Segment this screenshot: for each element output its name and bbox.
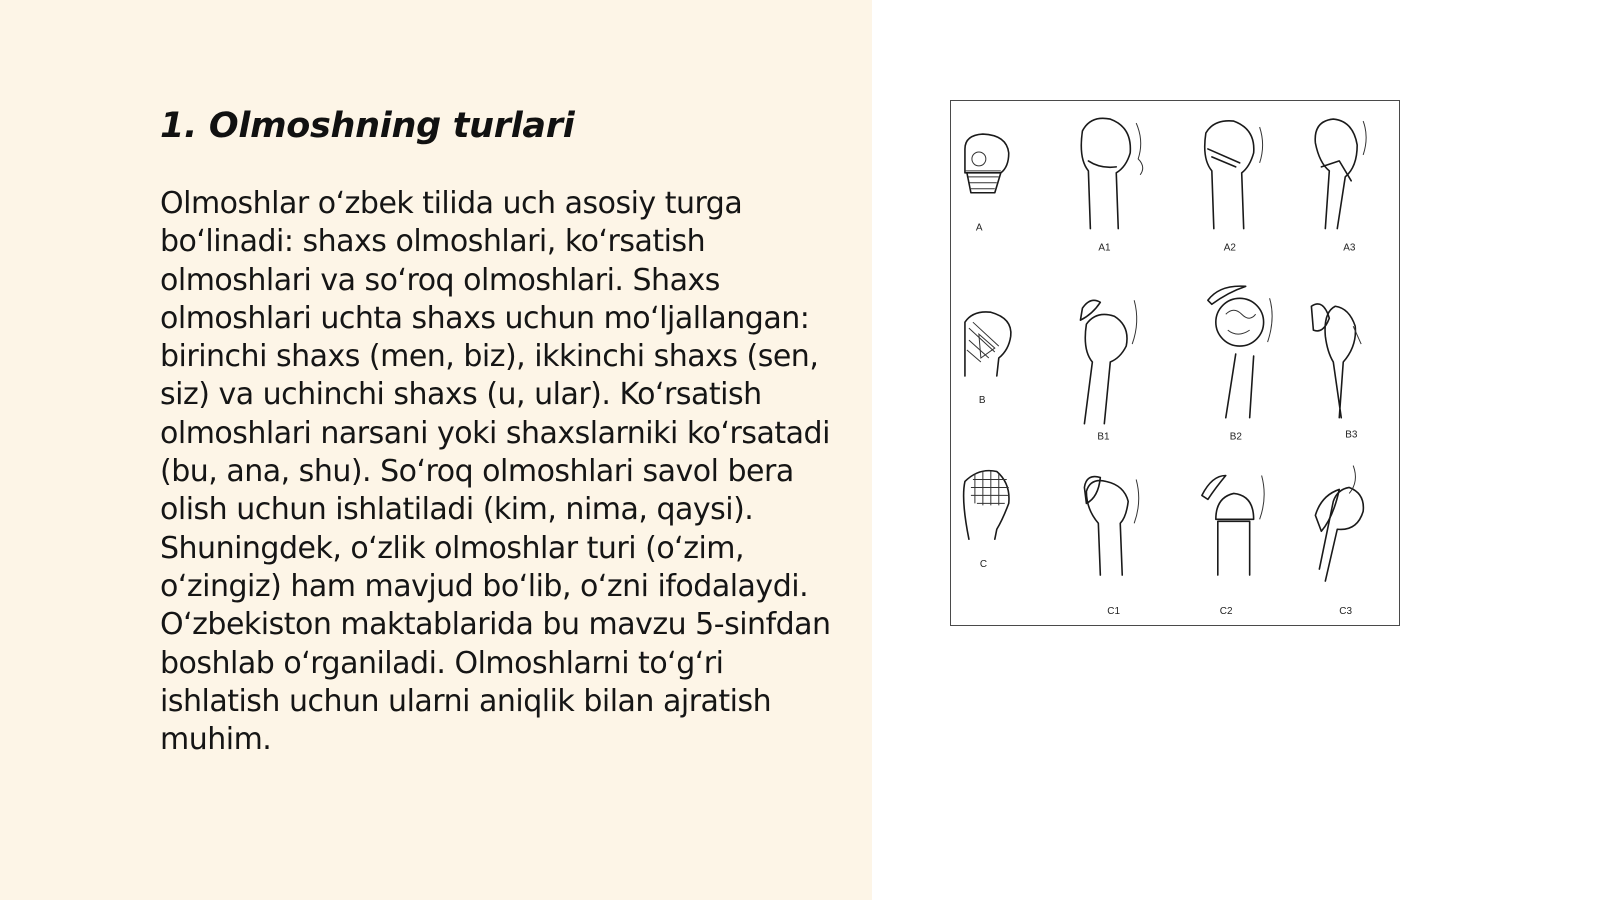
label-a1: A1 [1098,242,1111,254]
diagram-a1 [1081,118,1142,228]
fracture-diagram [951,101,1399,625]
label-b2: B2 [1229,431,1242,443]
label-c1: C1 [1107,605,1121,617]
slide-body-text: Olmoshlar o‘zbek tilida uch asosiy turga bo‘linadi: shaxs olmoshlari, ko‘rsatish olmoshlari va so‘roq olmoshlari. Shaxs olmoshlari uchta shaxs uchun mo‘ljallangan: birinchi shaxs (men, biz), ikkinchi shaxs (sen, siz) va uchinchi shaxs (u, ular). Ko‘rsatish olmoshlari narsani yoki shaxslarniki ko‘rsatadi (bu, ana, shu). So‘roq olmoshlari savol bera olish uchun ishlatiladi (kim, nima, qaysi). Shuningdek, o‘zlik olmoshlar turi (o‘zim, o‘zingiz) ham mavjud bo‘lib, o‘zni ifodalaydi. O‘zbekiston maktablarida bu mavzu 5-sinfdan boshlab o‘rganiladi. Olmoshlarni to‘g‘ri ishlatish uchun ularni aniqlik bilan ajratish muhim. [160,186,831,758]
label-b3: B3 [1345,429,1358,441]
diagram-a [965,134,1009,193]
diagram-c [964,471,1009,540]
label-c2: C2 [1219,605,1233,617]
diagram-a2 [1205,121,1263,229]
fracture-classification-figure [950,100,1400,626]
diagram-c3 [1315,466,1363,581]
slide-title: 1. Olmoshning turlari [160,106,575,146]
label-b: B [978,394,986,406]
label-b1: B1 [1097,431,1110,443]
diagram-c1 [1084,477,1138,575]
diagram-b2 [1208,286,1272,418]
diagram-b3 [1311,304,1361,418]
diagram-b1 [1080,300,1136,423]
label-a3: A3 [1343,242,1356,254]
label-a2: A2 [1223,242,1236,254]
diagram-b [965,312,1011,376]
label-c: C [979,559,988,571]
diagram-c2 [1202,475,1264,575]
diagram-a3 [1315,119,1366,229]
label-a: A [975,222,983,234]
label-c3: C3 [1339,605,1352,617]
